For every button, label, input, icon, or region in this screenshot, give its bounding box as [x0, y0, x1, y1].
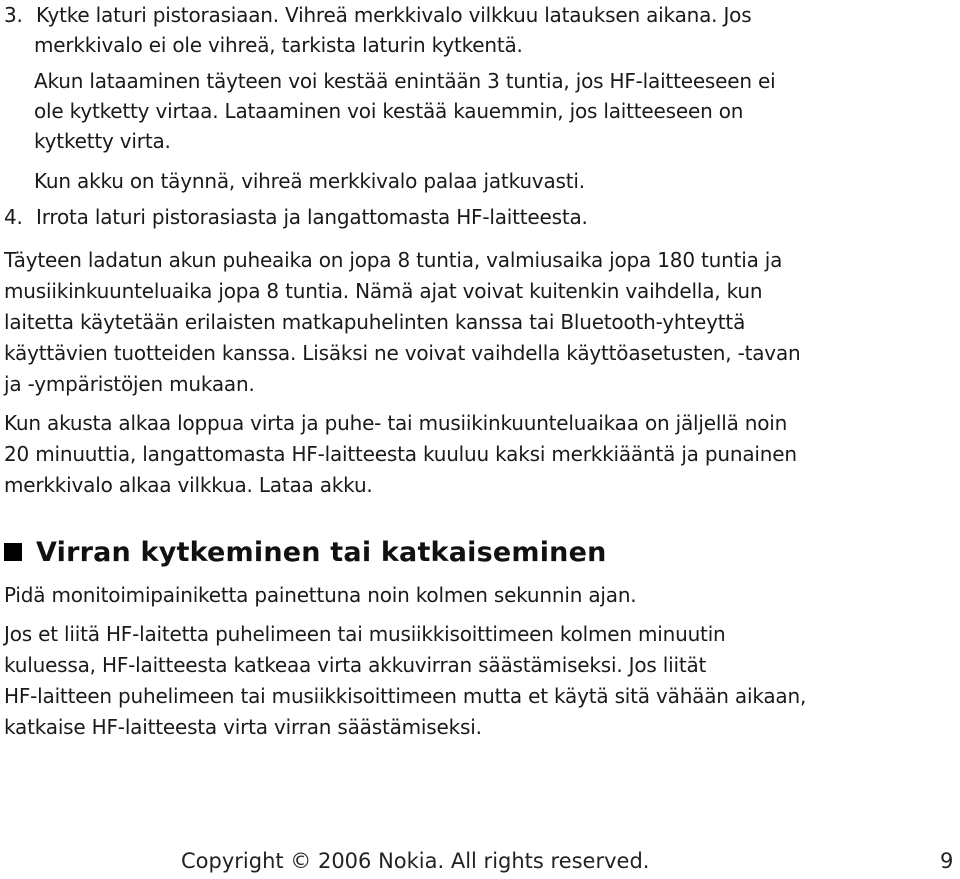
section-paragraph-2-line-4: katkaise HF-laitteesta virta virran säästämiseksi. — [4, 715, 482, 739]
step-3-text-1: Kytke laturi pistorasiaan. Vihreä merkkivalo vilkkuu latauksen aikana. Jos — [36, 3, 752, 27]
section-paragraph-2-line-3: HF-laitteen puhelimeen tai musiikkisoittimeen mutta et käytä sitä vähään aikaan, — [4, 684, 807, 708]
section-heading — [4, 532, 607, 572]
step-3-full-charge: Kun akku on täynnä, vihreä merkkivalo palaa jatkuvasti. — [34, 169, 585, 193]
step-4-line — [4, 202, 588, 232]
paragraph-1-line-4: käyttävien tuotteiden kanssa. Lisäksi ne voivat vaihdella käyttöasetusten, -tavan — [4, 341, 801, 365]
section-paragraph-2-line-2: kuluessa, HF-laitteesta katkeaa virta akkuvirran säästämiseksi. Jos liität — [4, 653, 707, 677]
heading-bullet-icon — [4, 543, 22, 561]
step-4-number: 4. — [4, 205, 23, 229]
step-4-text: Irrota laturi pistorasiasta ja langattomasta HF-laitteesta. — [36, 205, 588, 229]
section-heading-text: Virran kytkeminen tai katkaiseminen — [36, 536, 607, 568]
footer-copyright: Copyright © 2006 Nokia. All rights reserved. — [181, 849, 650, 873]
footer-page-number: 9 — [940, 849, 954, 873]
paragraph-2-line-2: 20 minuuttia, langattomasta HF-laitteesta kuuluu kaksi merkkiääntä ja punainen — [4, 442, 797, 466]
step-3-line-1 — [4, 0, 751, 30]
paragraph-2-line-1: Kun akusta alkaa loppua virta ja puhe- tai musiikinkuunteluaikaa on jäljellä noin — [4, 411, 788, 435]
paragraph-1-line-1: Täyteen ladatun akun puheaika on jopa 8 tuntia, valmiusaika jopa 180 tuntia ja — [4, 248, 783, 272]
section-paragraph-1: Pidä monitoimipainiketta painettuna noin kolmen sekunnin ajan. — [4, 583, 637, 607]
step-3-note-line-2: ole kytketty virtaa. Lataaminen voi kestää kauemmin, jos laitteeseen on — [34, 99, 744, 123]
paragraph-1-line-2: musiikinkuunteluaika jopa 8 tuntia. Nämä ajat voivat kuitenkin vaihdella, kun — [4, 279, 763, 303]
paragraph-2-line-3: merkkivalo alkaa vilkkua. Lataa akku. — [4, 473, 373, 497]
step-3-line-2: merkkivalo ei ole vihreä, tarkista laturin kytkentä. — [34, 33, 523, 57]
paragraph-1-line-3: laitetta käytetään erilaisten matkapuhelinten kanssa tai Bluetooth-yhteyttä — [4, 310, 746, 334]
step-3-note-line-1: Akun lataaminen täyteen voi kestää enintään 3 tuntia, jos HF-laitteeseen ei — [34, 69, 776, 93]
step-3-note-line-3: kytketty virta. — [34, 129, 171, 153]
step-3-number: 3. — [4, 3, 23, 27]
section-paragraph-2-line-1: Jos et liitä HF-laitetta puhelimeen tai musiikkisoittimeen kolmen minuutin — [4, 622, 726, 646]
paragraph-1-line-5: ja -ympäristöjen mukaan. — [4, 372, 255, 396]
